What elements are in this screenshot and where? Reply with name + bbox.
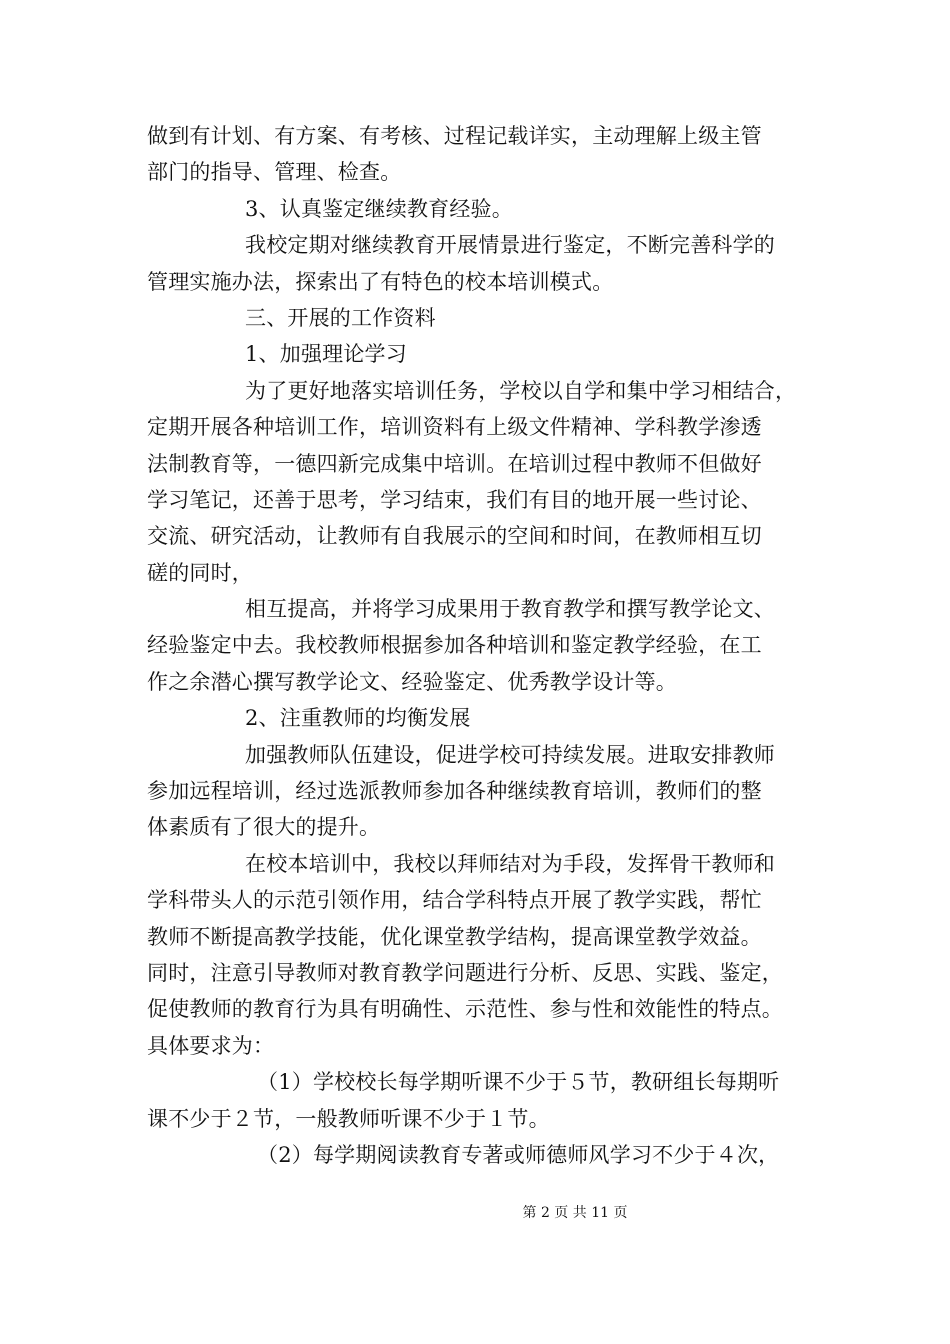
text-line: 作之余潜心撰写教学论文、经验鉴定、优秀教学设计等。	[147, 669, 677, 694]
section-heading: 三、开展的工作资料	[245, 305, 436, 330]
text-line: 交流、研究活动，让教师有自我展示的空间和时间，在教师相互切	[147, 524, 762, 549]
paragraph-start: 在校本培训中，我校以拜师结对为手段，发挥骨干教师和	[245, 851, 775, 876]
text-line: 具体要求为：	[147, 1033, 275, 1058]
list-item: （2）每学期阅读教育专著或师德师风学习不少于４次，	[257, 1142, 780, 1167]
text-line: 管理实施办法，探索出了有特色的校本培训模式。	[147, 269, 614, 294]
paragraph-start: 为了更好地落实培训任务，学校以自学和集中学习相结合，	[245, 378, 797, 403]
text-line: 经验鉴定中去。我校教师根据参加各种培训和鉴定教学经验，在工	[147, 633, 762, 658]
text-line: 学科带头人的示范引领作用，结合学科特点开展了教学实践，帮忙	[147, 888, 762, 913]
text-line: 学习笔记，还善于思考，学习结束，我们有目的地开展一些讨论、	[147, 487, 762, 512]
page-number-footer: 第 2 页 共 11 页	[522, 1205, 628, 1221]
text-line: 定期开展各种培训工作，培训资料有上级文件精神、学科教学渗透	[147, 415, 762, 440]
text-line: 教师不断提高教学技能，优化课堂教学结构，提高课堂教学效益。	[147, 924, 762, 949]
subheading: 2、注重教师的均衡发展	[245, 706, 471, 731]
text-line: 课不少于２节，一般教师听课不少于１节。	[147, 1106, 550, 1131]
text-line: 体素质有了很大的提升。	[147, 815, 381, 840]
paragraph-start: 我校定期对继续教育开展情景进行鉴定，不断完善科学的	[245, 233, 775, 258]
text-line: 部门的指导、管理、检查。	[147, 160, 402, 185]
text-line: 法制教育等，一德四新完成集中培训。在培训过程中教师不但做好	[147, 451, 762, 476]
text-line: 促使教师的教育行为具有明确性、示范性、参与性和效能性的特点。	[147, 997, 783, 1022]
subheading: 3、认真鉴定继续教育经验。	[245, 196, 513, 221]
paragraph-start: 相互提高，并将学习成果用于教育教学和撰写教学论文、	[245, 597, 775, 622]
subheading: 1、加强理论学习	[245, 342, 407, 367]
paragraph-start: 加强教师队伍建设，促进学校可持续发展。进取安排教师	[245, 742, 775, 767]
text-line: 同时，注意引导教师对教育教学问题进行分析、反思、实践、鉴定，	[147, 960, 783, 985]
text-line: 做到有计划、有方案、有考核、过程记载详实，主动理解上级主管	[147, 124, 762, 148]
text-line: 参加远程培训，经过选派教师参加各种继续教育培训，教师们的整	[147, 779, 762, 804]
body-text	[147, 118, 817, 1173]
list-item: （1）学校校长每学期听课不少于５节，教研组长每期听	[257, 1070, 780, 1095]
text-line: 磋的同时，	[147, 560, 253, 585]
